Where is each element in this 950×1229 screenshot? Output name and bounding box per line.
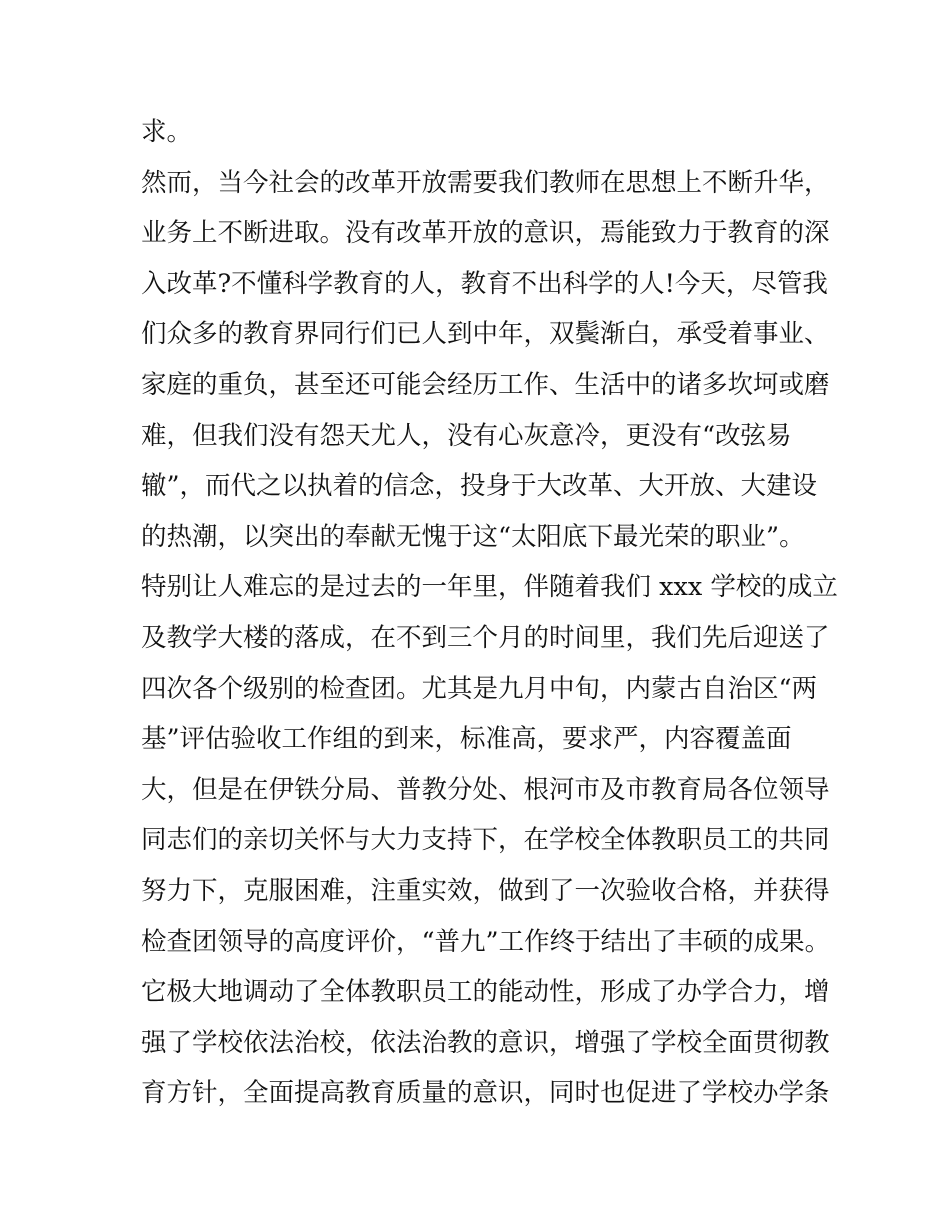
text-line-18: 它极大地调动了全体教职员工的能动性，形成了办学合力，增 xyxy=(141,977,830,1008)
text-line-1: 求。 xyxy=(141,117,193,147)
text-line-3: 业务上不断进取。没有改革开放的意识，焉能致力于教育的深 xyxy=(141,218,830,249)
text-line-5: 们众多的教育界同行们已人到中年，双鬓渐白，承受着事业、 xyxy=(141,319,830,350)
text-line-20: 育方针，全面提高教育质量的意识，同时也促进了学校办学条 xyxy=(141,1078,830,1109)
text-line-6: 家庭的重负，甚至还可能会经历工作、生活中的诸多坎坷或磨 xyxy=(141,369,830,400)
text-line-19: 强了学校依法治校，依法治教的意识，增强了学校全面贯彻教 xyxy=(141,1027,830,1058)
text-line-16: 努力下，克服困难，注重实效，做到了一次验收合格，并获得 xyxy=(141,875,830,906)
text-line-14: 大，但是在伊铁分局、普教分处、根河市及市教育局各位领导 xyxy=(141,774,830,805)
text-line-12: 四次各个级别的检查团。尤其是九月中旬，内蒙古自治区“两 xyxy=(141,673,818,704)
text-line-11: 及教学大楼的落成，在不到三个月的时间里，我们先后迎送了 xyxy=(141,622,830,653)
text-line-10: 特别让人难忘的是过去的一年里，伴随着我们 xxx 学校的成立 xyxy=(141,572,838,603)
body-text xyxy=(141,107,838,1119)
text-line-13: 基”评估验收工作组的到来，标准高，要求严，内容覆盖面 xyxy=(141,724,792,755)
text-line-2: 然而，当今社会的改革开放需要我们教师在思想上不断升华， xyxy=(141,167,830,198)
text-line-9: 的热潮，以突出的奉献无愧于这“太阳底下最光荣的职业”。 xyxy=(141,521,805,552)
text-line-7: 难，但我们没有怨天尤人，没有心灰意冷，更没有“改弦易 xyxy=(141,420,792,451)
text-line-17: 检查团领导的高度评价，“普九”工作终于结出了丰硕的成果。 xyxy=(141,926,831,957)
text-line-4: 入改革?不懂科学教育的人，教育不出科学的人!今天，尽管我 xyxy=(141,268,828,299)
text-line-15: 同志们的亲切关怀与大力支持下，在学校全体教职员工的共同 xyxy=(141,825,830,856)
text-line-8: 辙”，而代之以执着的信念，投身于大改革、大开放、大建设 xyxy=(141,471,818,502)
